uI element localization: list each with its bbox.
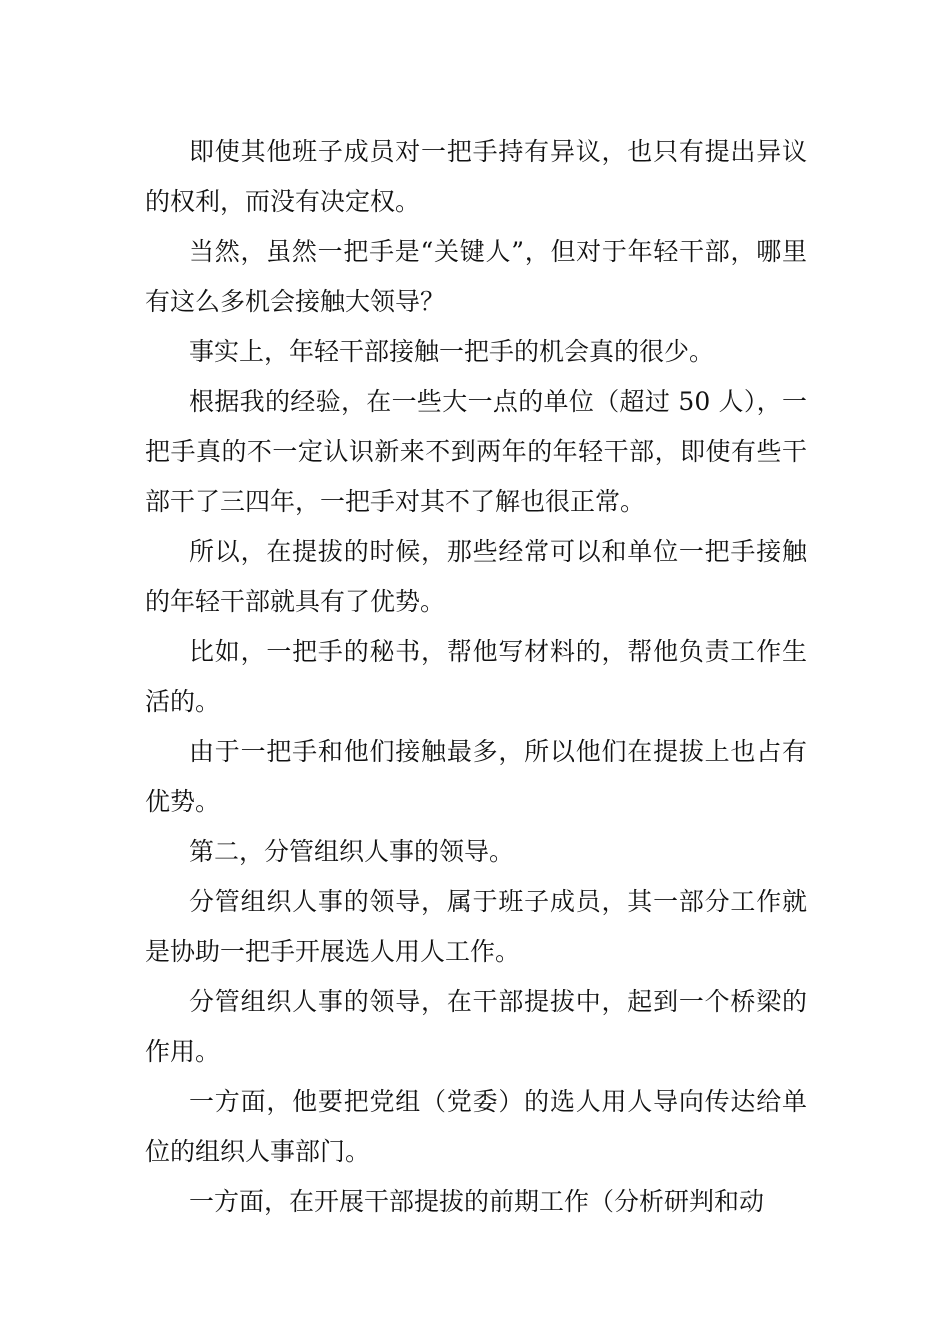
paragraph-5: 所以，在提拔的时候，那些经常可以和单位一把手接触的年轻干部就具有了优势。 (145, 537, 807, 616)
paragraph-11: 一方面，他要把党组（党委）的选人用人导向传达给单位的组织人事部门。 (145, 1087, 807, 1166)
paragraph-8: 第二，分管组织人事的领导。 (189, 837, 515, 866)
paragraph-3: 事实上，年轻干部接触一把手的机会真的很少。 (189, 337, 715, 366)
paragraph-4: 根据我的经验，在一些大一点的单位（超过 50 人），一把手真的不一定认识新来不到两年的年轻干部，即使有些干部干了三四年，一把手对其不了解也很正常。 (145, 387, 807, 516)
body-text (145, 127, 807, 1227)
paragraph-10: 分管组织人事的领导，在干部提拔中，起到一个桥梁的作用。 (145, 987, 807, 1066)
paragraph-1: 即使其他班子成员对一把手持有异议，也只有提出异议的权利，而没有决定权。 (145, 137, 807, 216)
paragraph-12: 一方面，在开展干部提拔的前期工作（分析研判和动 (189, 1187, 765, 1216)
paragraph-2: 当然，虽然一把手是“关键人”，但对于年轻干部，哪里有这么多机会接触大领导？ (145, 237, 807, 316)
paragraph-6: 比如，一把手的秘书，帮他写材料的，帮他负责工作生活的。 (145, 637, 807, 716)
paragraph-9: 分管组织人事的领导，属于班子成员，其一部分工作就是协助一把手开展选人用人工作。 (145, 887, 807, 966)
paragraph-7: 由于一把手和他们接触最多，所以他们在提拔上也占有优势。 (145, 737, 807, 816)
